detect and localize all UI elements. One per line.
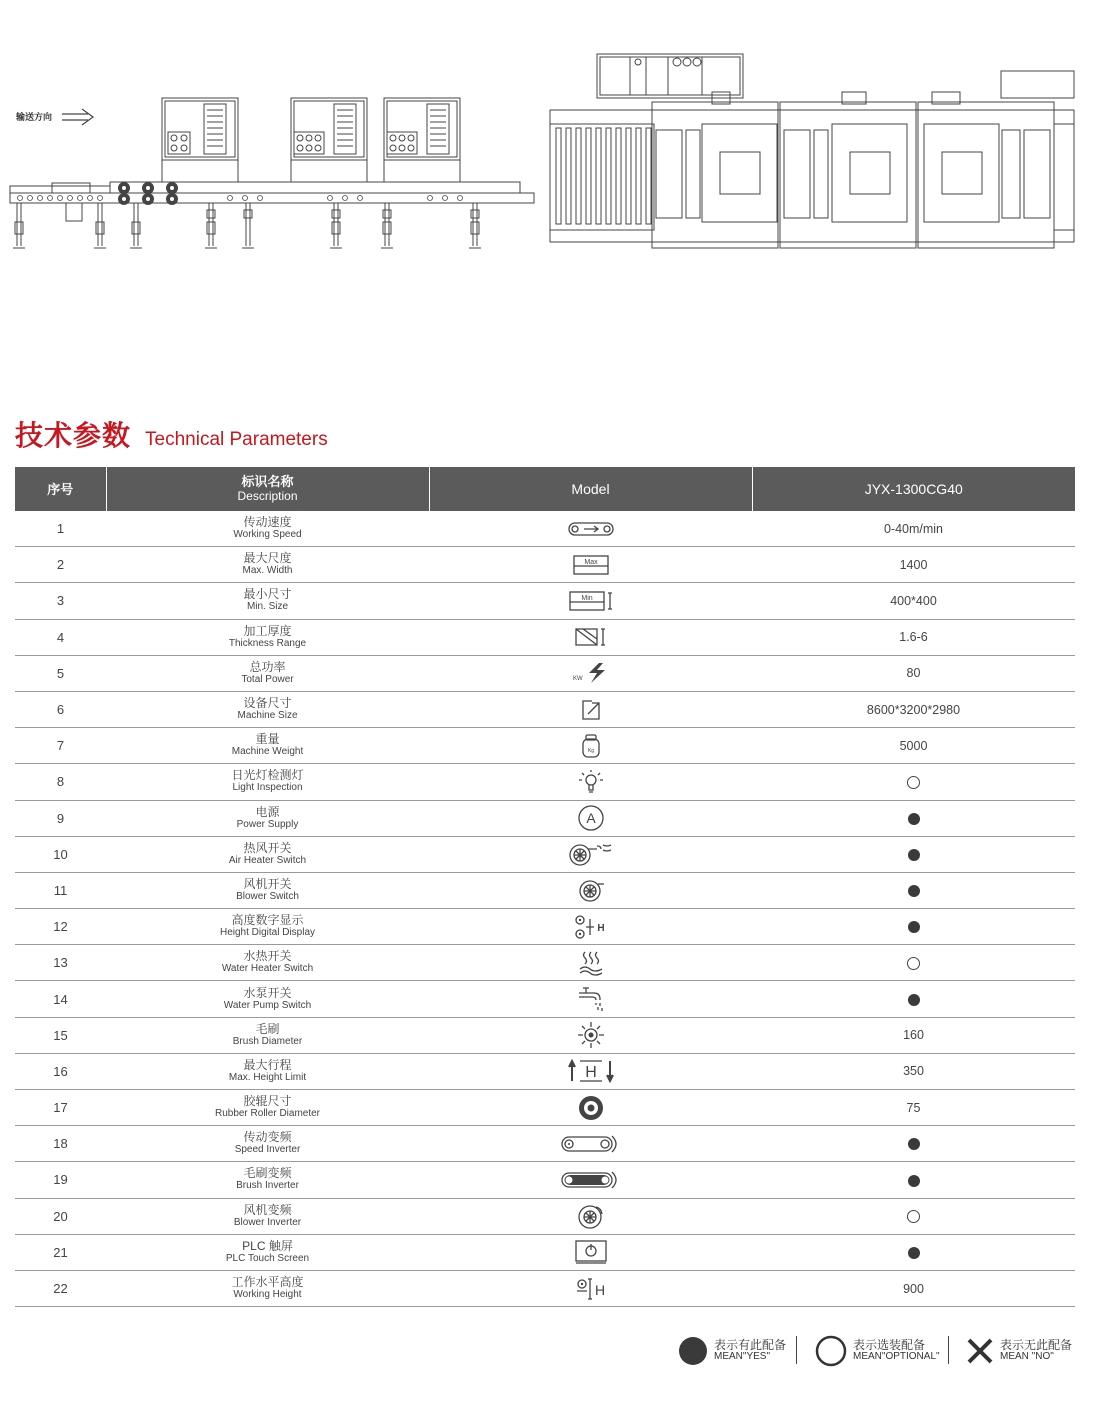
max-width-icon: [429, 547, 752, 583]
row-value: [752, 619, 1075, 655]
conveying-direction-label: 输送方向: [16, 112, 53, 122]
icon-label: A: [585, 810, 596, 827]
description-zh: 水泵开关: [243, 985, 292, 1000]
table-row: [15, 981, 1075, 1017]
param-value: 5000: [899, 738, 928, 753]
table-row: [15, 909, 1075, 945]
row-value: [752, 583, 1075, 619]
table-row: [15, 945, 1075, 981]
row-description: [106, 1017, 429, 1053]
legend: [0, 1333, 1100, 1373]
description-zh: 高度数字显示: [231, 913, 304, 928]
row-value: [752, 547, 1075, 583]
row-description: [106, 728, 429, 764]
description-zh: 重量: [255, 732, 280, 747]
legend-yes: [678, 1333, 786, 1369]
row-number: 22: [15, 1270, 106, 1306]
description-zh: 传动速度: [243, 515, 292, 530]
water-pump-icon: [429, 981, 752, 1017]
row-number: 19: [15, 1162, 106, 1198]
row-number: 3: [15, 583, 106, 619]
row-description: [106, 1234, 429, 1270]
description-zh: 风机开关: [243, 876, 292, 891]
row-description: [106, 1053, 429, 1089]
description-en: Blower Switch: [236, 890, 299, 902]
filled-circle-icon: [908, 813, 920, 825]
table-row: [15, 1053, 1075, 1089]
row-value: [752, 909, 1075, 945]
description-zh: 毛刷变频: [243, 1166, 292, 1181]
description-en: Power Supply: [236, 818, 299, 830]
description-en: Brush Inverter: [236, 1180, 299, 1192]
row-number: 2: [15, 547, 106, 583]
brush-inverter-icon: [429, 1162, 752, 1198]
row-value: [752, 1234, 1075, 1270]
table-header-row: [15, 467, 1075, 511]
description-en: Height Digital Display: [219, 927, 316, 939]
description-en: Speed Inverter: [234, 1144, 301, 1156]
row-value: [752, 511, 1075, 547]
table-row: [15, 655, 1075, 691]
row-description: [106, 945, 429, 981]
description-zh: 加工厚度: [243, 623, 292, 638]
row-description: [106, 691, 429, 727]
param-value: 400*400: [890, 593, 937, 608]
row-number: 10: [15, 836, 106, 872]
filled-circle-icon: [908, 1175, 920, 1187]
description-en: Thickness Range: [228, 637, 307, 649]
header-description-zh: 标识名称: [241, 474, 294, 489]
icon-label: H: [584, 1064, 597, 1082]
table-row: [15, 764, 1075, 800]
row-description: [106, 1162, 429, 1198]
description-zh: 传动变频: [243, 1130, 292, 1145]
description-en: Working Speed: [233, 529, 302, 541]
row-value: [752, 872, 1075, 908]
header-no: 序号: [15, 467, 106, 511]
light-bulb-icon: [429, 764, 752, 800]
table-row: [15, 619, 1075, 655]
table-row: [15, 511, 1075, 547]
air-heater-icon: [429, 836, 752, 872]
row-description: [106, 981, 429, 1017]
filled-circle-icon: [678, 1336, 708, 1366]
table-row: [15, 1198, 1075, 1234]
table-row: [15, 800, 1075, 836]
param-value: 160: [903, 1028, 924, 1043]
icon-label: H: [594, 1281, 605, 1298]
description-zh: 热风开关: [243, 840, 292, 855]
filled-circle-icon: [908, 1247, 920, 1259]
row-number: 11: [15, 872, 106, 908]
description-zh: PLC 触屏: [242, 1238, 293, 1253]
description-zh: 工作水平高度: [231, 1275, 304, 1290]
description-zh: 电源: [255, 804, 280, 819]
min-size-icon: [429, 583, 752, 619]
machine-size-icon: [429, 691, 752, 727]
row-description: [106, 872, 429, 908]
param-value: 350: [903, 1064, 924, 1079]
description-zh: 设备尺寸: [243, 696, 292, 711]
filled-circle-icon: [908, 849, 920, 861]
machine-drawings: [0, 0, 1100, 300]
description-en: Machine Size: [237, 710, 298, 722]
description-en: Air Heater Switch: [228, 854, 307, 866]
row-description: [106, 1126, 429, 1162]
row-description: [106, 1270, 429, 1306]
header-description: [106, 467, 429, 511]
description-zh: 日光灯检测灯: [231, 768, 304, 783]
row-description: [106, 1198, 429, 1234]
description-en: Water Pump Switch: [223, 999, 312, 1011]
param-value: 1.6-6: [899, 630, 928, 645]
row-number: 15: [15, 1017, 106, 1053]
table-row: [15, 1270, 1075, 1306]
description-en: Water Heater Switch: [221, 963, 314, 975]
description-en: Total Power: [241, 673, 294, 685]
filled-circle-icon: [908, 921, 920, 933]
icon-label: Kg: [587, 747, 594, 754]
row-number: 5: [15, 655, 106, 691]
section-title-zh: 技术参数: [15, 419, 132, 452]
row-value: [752, 1053, 1075, 1089]
filled-circle-icon: [908, 885, 920, 897]
weight-icon: [429, 728, 752, 764]
brush-icon: [429, 1017, 752, 1053]
row-value: [752, 1090, 1075, 1126]
hollow-circle-icon: [907, 957, 920, 970]
row-number: 18: [15, 1126, 106, 1162]
legend-yes-en: MEAN"YES": [714, 1351, 771, 1362]
machine-side-and-top-view: [0, 0, 1100, 300]
row-value: [752, 728, 1075, 764]
legend-yes-zh: 表示有此配备: [714, 1338, 787, 1352]
description-en: Max. Height Limit: [228, 1071, 307, 1083]
row-value: [752, 691, 1075, 727]
table-row: [15, 1126, 1075, 1162]
table-row: [15, 1017, 1075, 1053]
row-number: 7: [15, 728, 106, 764]
header-model-value: JYX-1300CG40: [752, 467, 1075, 511]
description-en: Machine Weight: [231, 746, 304, 758]
hollow-circle-icon: [907, 1210, 920, 1223]
row-value: [752, 1017, 1075, 1053]
param-value: 8600*3200*2980: [866, 702, 961, 717]
conveyor-speed-icon: [429, 511, 752, 547]
hollow-circle-icon: [815, 1335, 847, 1367]
row-value: [752, 800, 1075, 836]
legend-divider: [948, 1336, 949, 1364]
table-row: [15, 836, 1075, 872]
cross-icon: [966, 1337, 994, 1365]
technical-parameters-table: [15, 467, 1075, 1307]
row-number: 20: [15, 1198, 106, 1234]
icon-label: KW: [572, 676, 583, 683]
row-description: [106, 547, 429, 583]
section-title-en: Technical Parameters: [145, 429, 328, 450]
power-icon: [429, 655, 752, 691]
row-description: [106, 836, 429, 872]
description-zh: 水热开关: [243, 949, 292, 964]
row-number: 9: [15, 800, 106, 836]
description-en: Working Height: [233, 1289, 302, 1301]
row-value: [752, 836, 1075, 872]
table-row: [15, 728, 1075, 764]
row-number: 13: [15, 945, 106, 981]
height-display-icon: [429, 909, 752, 945]
row-description: [106, 583, 429, 619]
row-number: 16: [15, 1053, 106, 1089]
description-zh: 毛刷: [255, 1021, 280, 1036]
top-view-drawing: [550, 54, 1074, 248]
blower-inverter-icon: [429, 1198, 752, 1234]
description-zh: 最大尺度: [243, 551, 292, 566]
row-number: 1: [15, 511, 106, 547]
row-value: [752, 1126, 1075, 1162]
table-row: [15, 1162, 1075, 1198]
row-description: [106, 511, 429, 547]
legend-no-zh: 表示无此配备: [1000, 1338, 1073, 1352]
row-value: [752, 945, 1075, 981]
description-en: Light Inspection: [232, 782, 303, 794]
filled-circle-icon: [908, 994, 920, 1006]
height-limit-icon: [429, 1053, 752, 1089]
row-description: [106, 909, 429, 945]
description-zh: 最小尺寸: [243, 587, 292, 602]
row-description: [106, 655, 429, 691]
hollow-circle-icon: [907, 776, 920, 789]
description-zh: 胶辊尺寸: [243, 1094, 292, 1109]
description-en: Max. Width: [242, 565, 293, 577]
legend-no-en: MEAN "NO": [1000, 1351, 1054, 1362]
param-value: 0-40m/min: [883, 521, 944, 536]
icon-label: H: [596, 922, 605, 934]
row-number: 12: [15, 909, 106, 945]
thickness-icon: [429, 619, 752, 655]
legend-optional-zh: 表示选装配备: [853, 1338, 926, 1352]
description-en: Min. Size: [246, 601, 289, 613]
table-row: [15, 547, 1075, 583]
description-en: PLC Touch Screen: [225, 1252, 310, 1264]
legend-optional-en: MEAN"OPTIONAL": [853, 1351, 940, 1362]
legend-divider: [796, 1336, 797, 1364]
icon-label: Max: [583, 558, 598, 566]
param-value: 80: [906, 666, 921, 681]
row-number: 21: [15, 1234, 106, 1270]
row-value: [752, 1198, 1075, 1234]
row-description: [106, 764, 429, 800]
power-supply-icon: [429, 800, 752, 836]
row-number: 4: [15, 619, 106, 655]
header-model: Model: [429, 467, 752, 511]
table-row: [15, 583, 1075, 619]
row-value: [752, 1270, 1075, 1306]
roller-icon: [429, 1090, 752, 1126]
legend-no: [966, 1333, 1072, 1369]
working-height-icon: [429, 1270, 752, 1306]
table-row: [15, 691, 1075, 727]
row-number: 8: [15, 764, 106, 800]
param-value: 900: [903, 1281, 924, 1296]
description-zh: 最大行程: [243, 1057, 292, 1072]
filled-circle-icon: [908, 1138, 920, 1150]
row-description: [106, 1090, 429, 1126]
row-value: [752, 655, 1075, 691]
water-heater-icon: [429, 945, 752, 981]
row-number: 14: [15, 981, 106, 1017]
table-row: [15, 872, 1075, 908]
conveying-direction-arrow-icon: [62, 109, 93, 125]
param-value: 1400: [899, 557, 928, 572]
legend-optional: [815, 1333, 940, 1369]
icon-label: Min: [580, 594, 593, 602]
row-value: [752, 764, 1075, 800]
description-en: Blower Inverter: [233, 1216, 302, 1228]
row-number: 17: [15, 1090, 106, 1126]
row-description: [106, 619, 429, 655]
description-en: Rubber Roller Diameter: [214, 1108, 321, 1120]
row-value: [752, 1162, 1075, 1198]
header-description-en: Description: [237, 489, 298, 503]
table-body: [15, 511, 1075, 1307]
row-description: [106, 800, 429, 836]
speed-inverter-icon: [429, 1126, 752, 1162]
row-number: 6: [15, 691, 106, 727]
row-value: [752, 981, 1075, 1017]
description-zh: 风机变频: [243, 1202, 292, 1217]
table-row: [15, 1234, 1075, 1270]
table-row: [15, 1090, 1075, 1126]
section-title: [15, 414, 328, 454]
description-zh: 总功率: [249, 659, 286, 674]
param-value: 75: [906, 1100, 921, 1115]
touch-screen-icon: [429, 1234, 752, 1270]
blower-icon: [429, 872, 752, 908]
description-en: Brush Diameter: [232, 1035, 303, 1047]
